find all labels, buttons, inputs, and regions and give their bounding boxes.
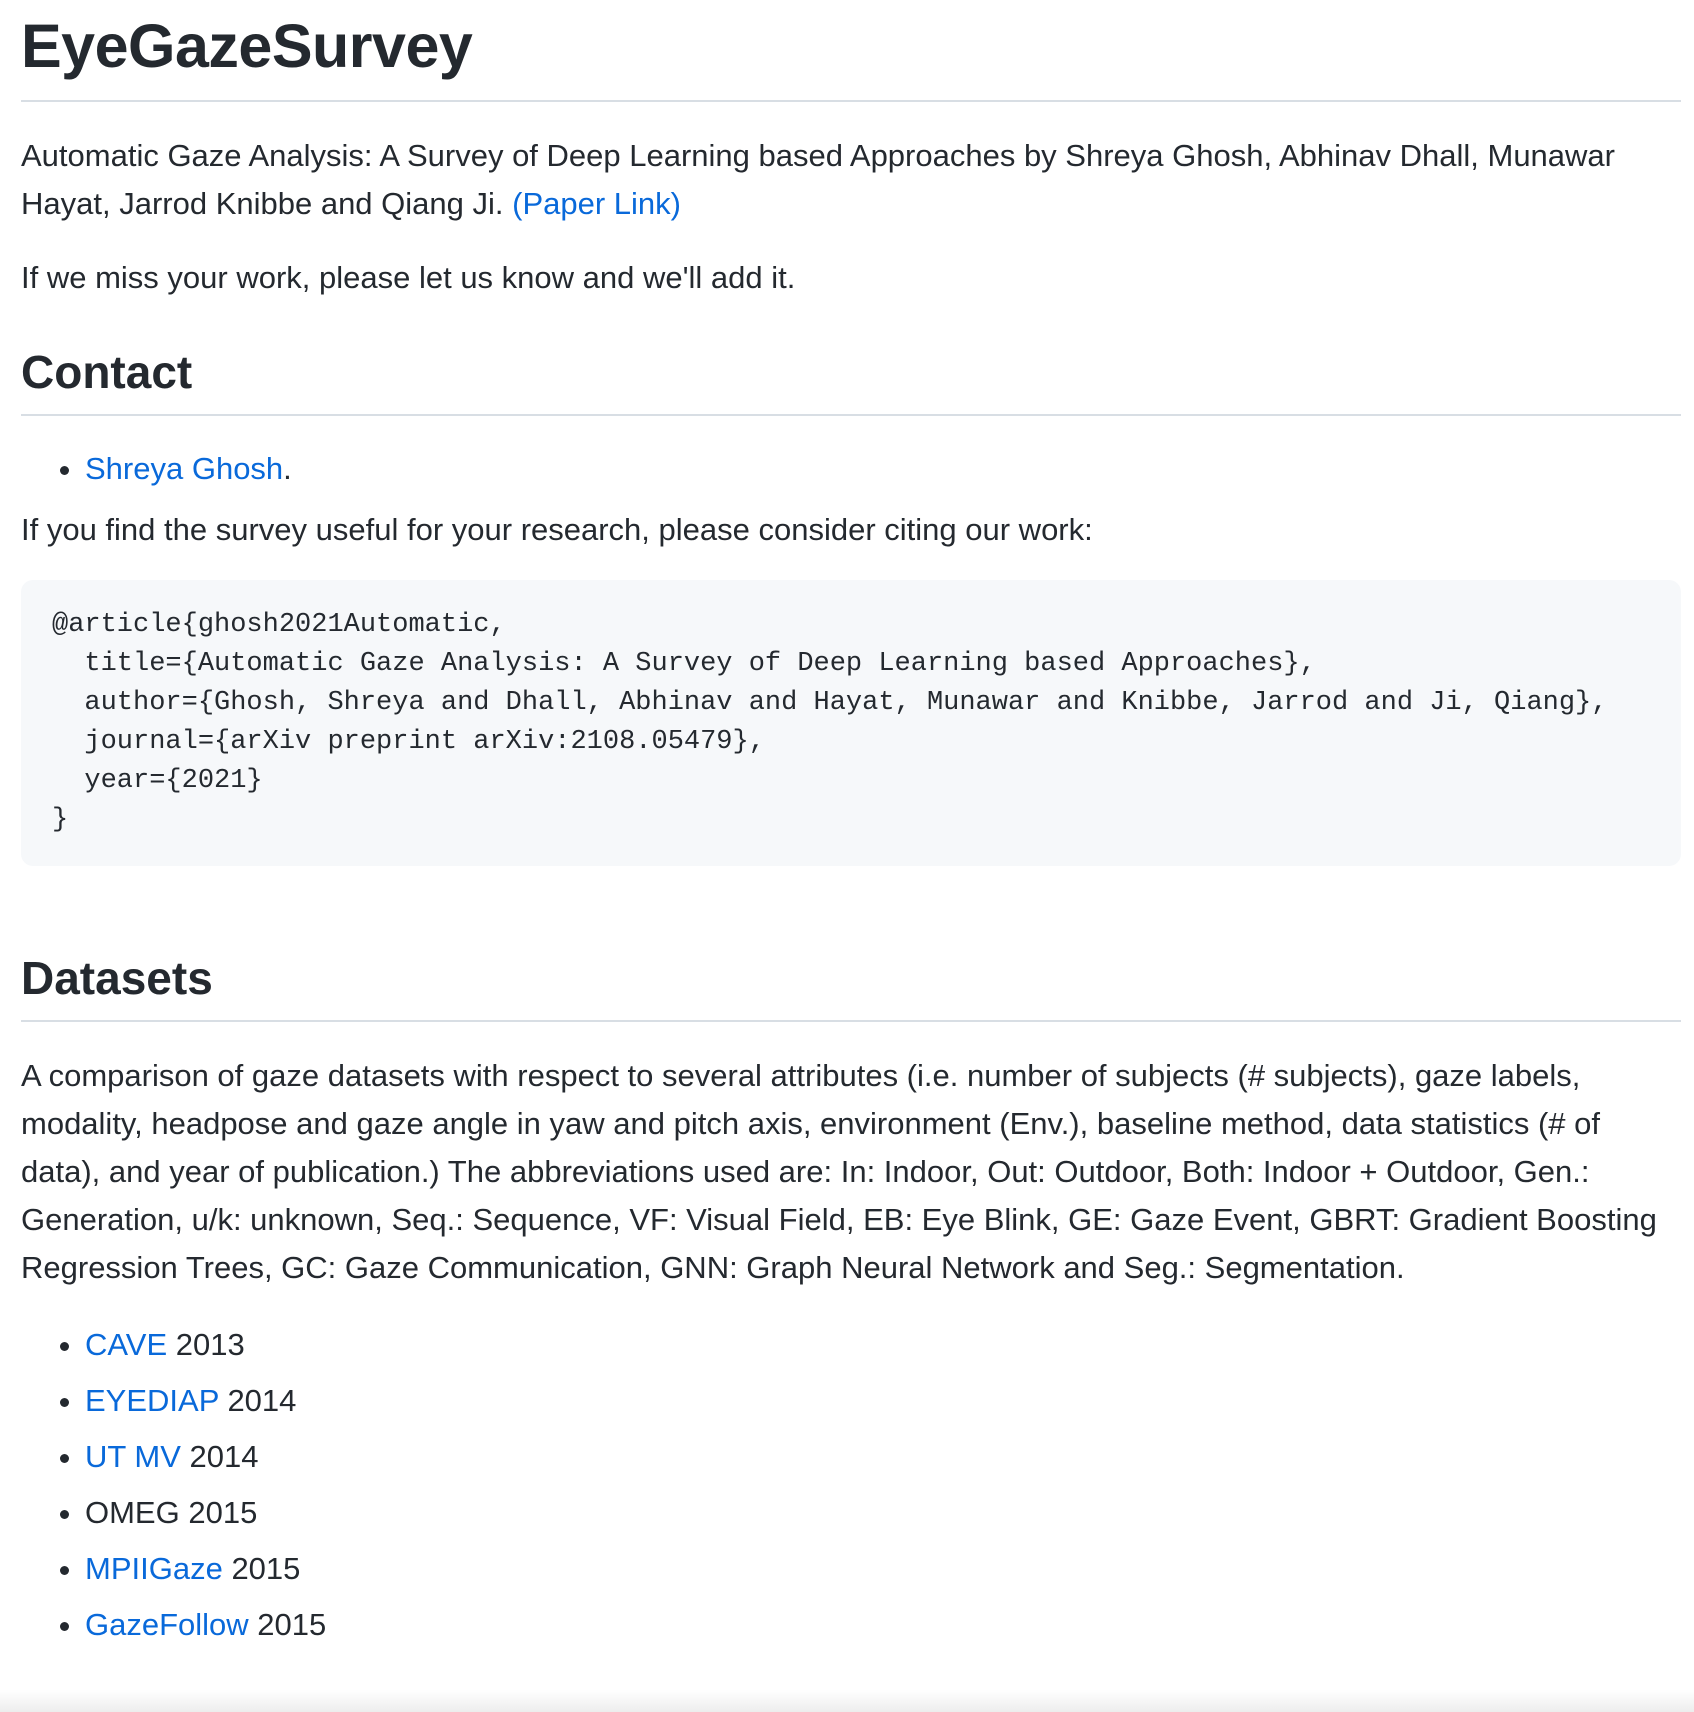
dataset-year: 2015	[179, 1495, 258, 1530]
dataset-year: 2015	[222, 1551, 301, 1586]
bottom-fade-overlay	[0, 1690, 1694, 1712]
list-item	[85, 1436, 1681, 1478]
contact-divider	[21, 414, 1681, 416]
list-item	[85, 1548, 1681, 1590]
contact-suffix: .	[283, 451, 292, 486]
dataset-link-eyediap[interactable]: EYEDIAP	[85, 1383, 219, 1418]
readme-content	[21, 0, 1681, 1660]
miss-work-note: If we miss your work, please let us know and we'll add it.	[21, 260, 796, 295]
contact-heading: Contact	[21, 346, 193, 398]
dataset-year: 2014	[218, 1383, 297, 1418]
dataset-link-ut-mv[interactable]: UT MV	[85, 1439, 181, 1474]
datasets-list	[21, 1324, 1681, 1646]
datasets-heading: Datasets	[21, 952, 213, 1004]
page-title: EyeGazeSurvey	[21, 12, 473, 80]
intro-text: Automatic Gaze Analysis: A Survey of Deep Learning based Approaches by Shreya Ghosh, Abhinav Dhall, Munawar Hayat, Jarrod Knibbe and Qiang Ji.	[21, 138, 1615, 221]
dataset-link-mpiigaze[interactable]: MPIIGaze	[85, 1551, 223, 1586]
paper-link[interactable]: (Paper Link)	[512, 186, 681, 221]
dataset-year: 2015	[248, 1607, 327, 1642]
list-item	[85, 448, 1681, 490]
list-item	[85, 1604, 1681, 1646]
cite-note: If you find the survey useful for your research, please consider citing our work:	[21, 512, 1093, 547]
list-item	[85, 1324, 1681, 1366]
dataset-link-cave[interactable]: CAVE	[85, 1327, 168, 1362]
dataset-year: 2013	[167, 1327, 245, 1362]
dataset-year: 2014	[180, 1439, 259, 1474]
list-item	[85, 1380, 1681, 1422]
bibtex-code-block: @article{ghosh2021Automatic, title={Automatic Gaze Analysis: A Survey of Deep Learning based Approaches}, author={Ghosh, Shreya and Dhall, Abhinav and Hayat, Munawar and Knibbe, Jarrod and Ji, Qiang}, journal={arXiv preprint arXiv:2108.05479}, year={2021} }	[21, 580, 1681, 866]
title-divider	[21, 100, 1681, 102]
contact-link-shreya-ghosh[interactable]: Shreya Ghosh	[85, 451, 284, 486]
dataset-link-gazefollow[interactable]: GazeFollow	[85, 1607, 249, 1642]
intro-paragraph	[21, 132, 1681, 228]
datasets-description: A comparison of gaze datasets with respect to several attributes (i.e. number of subjects (# subjects), gaze labels, modality, headpose and gaze angle in yaw and pitch axis, environment (Env.), baseline method, data statistics (# of data), and year of publication.) The abbreviations used are: In: Indoor, Out: Outdoor, Both: Indoor + Outdoor, Gen.: Generation, u/k: unknown, Seq.: Sequence, VF: Visual Field, EB: Eye Blink, GE: Gaze Event, GBRT: Gradient Boosting Regression Trees, GC: Gaze Communication, GNN: Graph Neural Network and Seg.: Segmentation.	[21, 1058, 1657, 1285]
datasets-divider	[21, 1020, 1681, 1022]
dataset-name-omeg: OMEG	[85, 1495, 180, 1530]
list-item	[85, 1492, 1681, 1534]
contact-list	[21, 448, 1681, 490]
